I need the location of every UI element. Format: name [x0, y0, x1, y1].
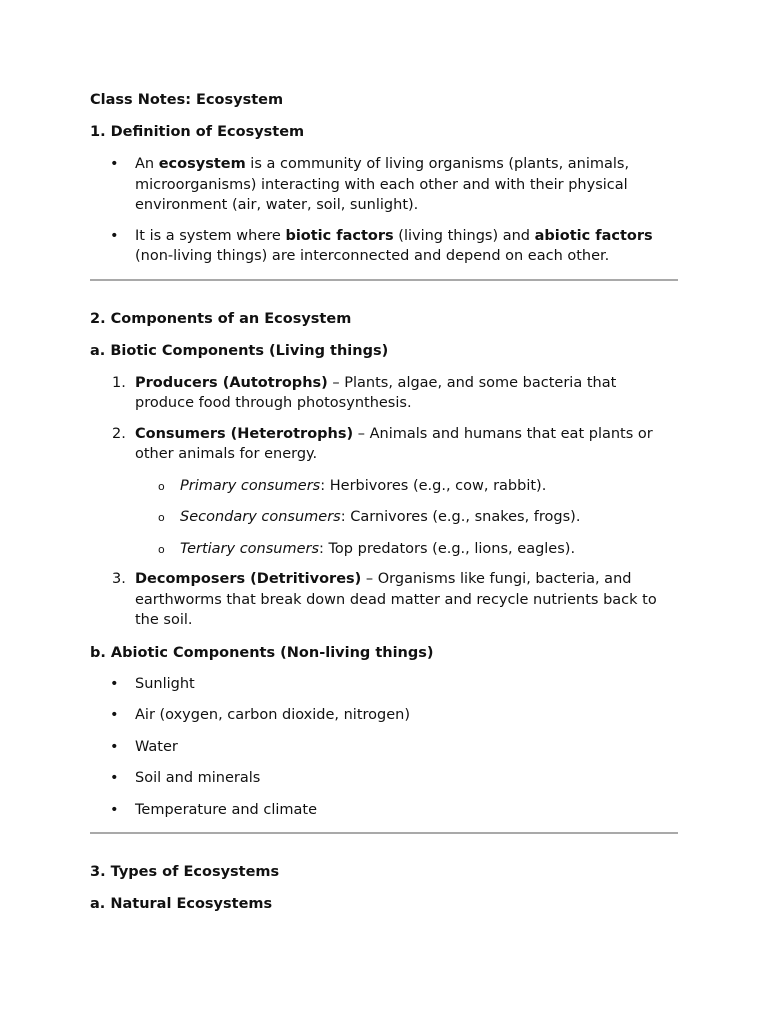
list-item-consumers [90, 424, 678, 465]
list-item-decomposers [90, 569, 678, 631]
text: Water [135, 738, 178, 755]
term: Primary consumers [180, 477, 321, 494]
circle-bullet-icon: o [158, 542, 165, 556]
circle-bullet-icon: o [158, 479, 165, 493]
term: Decomposers (Detritivores) [135, 571, 362, 587]
text: – Plants, algae, and some bacteria that produce food through photosynthesis. [135, 374, 617, 411]
sub-list-item [90, 507, 678, 528]
text: – Organisms like fungi, bacteria, and earthworms that break down dead matter and recycle nutrients back to the soil. [135, 571, 657, 628]
list-item [90, 800, 678, 821]
document-page [90, 90, 678, 914]
list-number: 3. [112, 571, 126, 587]
text: Soil and minerals [135, 770, 261, 786]
section-divider [90, 832, 678, 834]
text: : Top predators (e.g., lions, eagles). [319, 540, 576, 557]
text: – Animals and humans that eat plants or other animals for energy. [135, 425, 653, 462]
subheading-biotic: a. Biotic Components (Living things) [90, 342, 389, 359]
bullet-icon: • [110, 227, 119, 244]
circle-bullet-icon: o [158, 511, 165, 524]
sub-list-item [90, 539, 678, 560]
term-abiotic-factors: abiotic factors [534, 227, 653, 244]
section-heading-components: 2. Components of an Ecosystem [90, 310, 352, 327]
text: Temperature and climate [135, 801, 317, 818]
subheading-natural: a. Natural Ecosystems [90, 896, 273, 912]
sub-list-item [90, 476, 678, 497]
term-ecosystem: ecosystem [158, 156, 246, 172]
bullet-icon: • [110, 156, 119, 172]
list-item [90, 737, 678, 758]
term: Secondary consumers [180, 509, 341, 525]
term-biotic-factors: biotic factors [285, 227, 394, 244]
list-item [90, 226, 678, 267]
doc-title: Class Notes: Ecosystem [90, 92, 284, 108]
text: is a community of living organisms (plants, animals, microorganisms) interacting with each other and with their physical environment (air, water, soil, sunlight). [135, 156, 630, 213]
subheading-abiotic: b. Abiotic Components (Non-living things) [90, 644, 434, 661]
list-number: 2. [112, 425, 126, 442]
text: Air (oxygen, carbon dioxide, nitrogen) [135, 707, 410, 723]
text: An [135, 156, 159, 172]
section-divider [90, 279, 678, 281]
text: It is a system where [135, 227, 286, 244]
section-heading-definition: 1. Definition of Ecosystem [90, 124, 305, 140]
text: : Herbivores (e.g., cow, rabbit). [320, 477, 547, 494]
term: Producers (Autotrophs) [135, 374, 328, 391]
term: Consumers (Heterotrophs) [135, 425, 354, 442]
bullet-icon: • [110, 675, 119, 692]
list-item [90, 674, 678, 695]
term: Tertiary consumers [180, 540, 320, 557]
bullet-icon: • [110, 770, 119, 786]
text: : Carnivores (e.g., snakes, frogs). [340, 509, 581, 525]
list-item [90, 154, 678, 216]
list-item-producers [90, 373, 678, 414]
text: Sunlight [135, 675, 195, 692]
bullet-icon: • [110, 801, 119, 818]
text: (non-living things) are interconnected and depend on each other. [135, 248, 610, 264]
list-number: 1. [112, 374, 126, 391]
section-heading-types: 3. Types of Ecosystems [90, 864, 280, 880]
list-item [90, 705, 678, 726]
bullet-icon: • [110, 738, 119, 755]
list-item [90, 768, 678, 789]
bullet-icon: • [110, 707, 119, 723]
text: (living things) and [393, 227, 535, 244]
